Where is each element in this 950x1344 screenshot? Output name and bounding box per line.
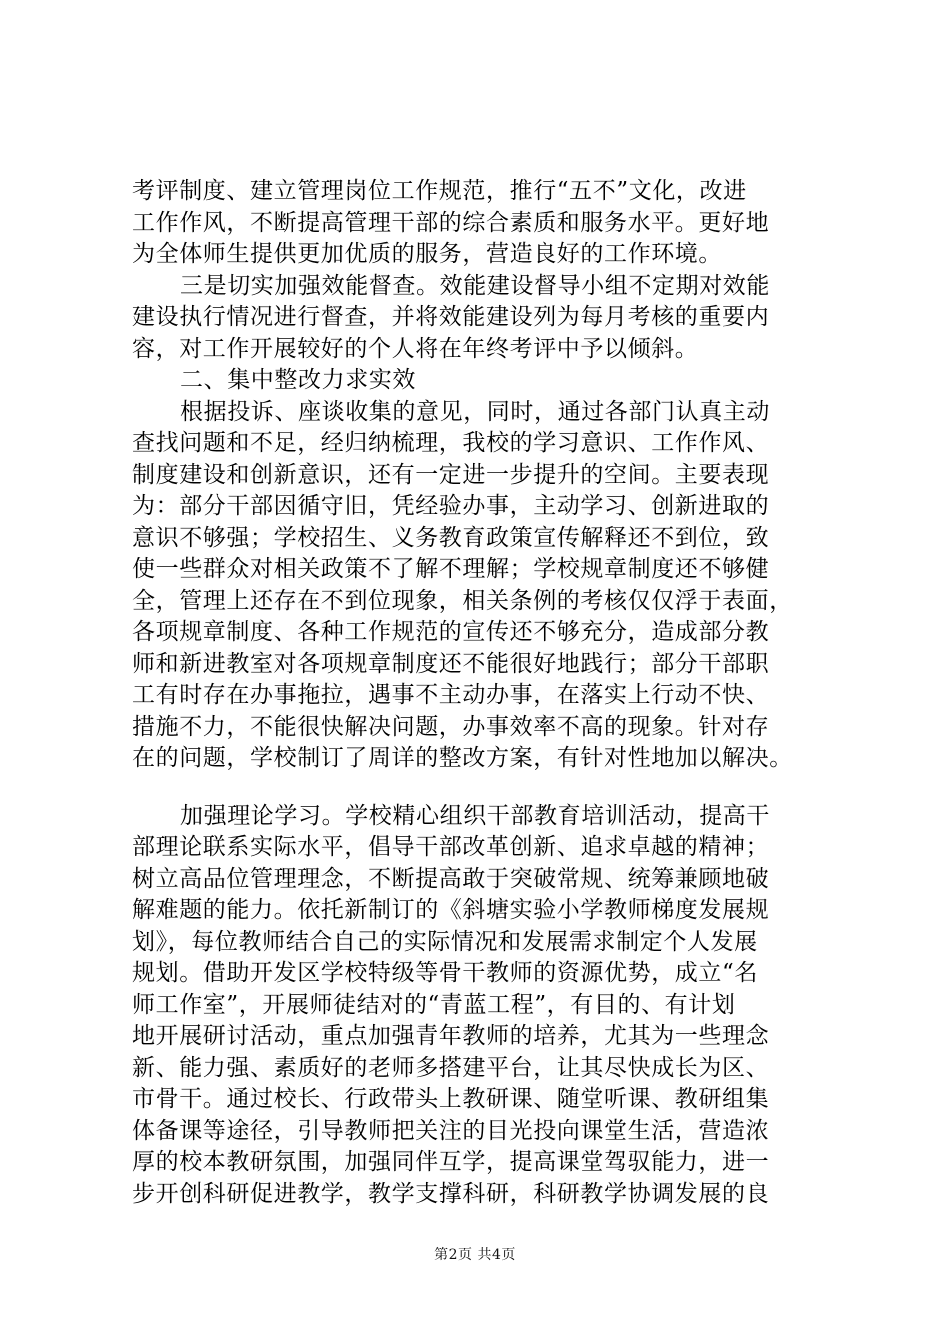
text-line: 为全体师生提供更加优质的服务，营造良好的工作环境。 bbox=[132, 241, 722, 267]
text-line: 查找问题和不足，经归纳梳理，我校的学习意识、工作作风、 bbox=[132, 430, 770, 456]
text-line: 厚的校本教研氛围，加强同伴互学，提高课堂驾驭能力，进一 bbox=[132, 1149, 770, 1175]
text-line: 制度建设和创新意识，还有一定进一步提升的空间。主要表现 bbox=[132, 461, 770, 488]
text-line: 措施不力，不能很快解决问题，办事效率不高的现象。针对存 bbox=[132, 713, 770, 740]
text-line: 为：部分干部因循守旧，凭经验办事，主动学习、创新进取的 bbox=[132, 493, 770, 519]
section-heading: 二、集中整改力求实效 bbox=[180, 367, 416, 393]
paragraph-first-line: 加强理论学习。学校精心组织干部教育培训活动，提高干 bbox=[180, 802, 770, 829]
text-line: 在的问题，学校制订了周详的整改方案，有针对性地加以解决。 bbox=[132, 745, 793, 771]
text-line: 体备课等途径，引导教师把关注的目光投向课堂生活，营造浓 bbox=[132, 1117, 770, 1144]
text-line: 师和新进教室对各项规章制度还不能很好地践行；部分干部职 bbox=[132, 650, 770, 677]
text-line: 地开展研讨活动，重点加强青年教师的培养，尤其为一些理念 bbox=[132, 1023, 770, 1049]
text-line: 解难题的能力。依托新制订的《斜塘实验小学教师梯度发展规 bbox=[132, 897, 770, 923]
text-line: 规划。借助开发区学校特级等骨干教师的资源优势，成立“名 bbox=[132, 960, 758, 986]
text-line: 树立高品位管理理念，不断提高敢于突破常规、统筹兼顾地破 bbox=[132, 865, 770, 892]
text-line: 工作作风，不断提高管理干部的综合素质和服务水平。更好地 bbox=[132, 209, 770, 236]
paragraph-gap bbox=[132, 775, 832, 801]
text-line: 建设执行情况进行督查，并将效能建设列为每月考核的重要内 bbox=[132, 304, 770, 330]
page-number-footer: 第2页 共4页 bbox=[434, 1247, 516, 1263]
text-line: 划》，每位教师结合自己的实际情况和发展需求制定个人发展 bbox=[132, 928, 758, 955]
text-line: 各项规章制度、各种工作规范的宣传还不够充分，造成部分教 bbox=[132, 619, 770, 645]
text-line: 部理论联系实际水平，倡导干部改革创新、追求卓越的精神； bbox=[132, 834, 770, 860]
paragraph-first-line: 三是切实加强效能督查。效能建设督导小组不定期对效能 bbox=[180, 272, 770, 299]
text-line: 步开创科研促进教学，教学支撑科研，科研教学协调发展的良 bbox=[132, 1180, 770, 1207]
text-line: 意识不够强；学校招生、义务教育政策宣传解释还不到位，致 bbox=[132, 524, 770, 551]
text-line: 考评制度、建立管理岗位工作规范，推行“五不”文化，改进 bbox=[132, 178, 747, 204]
paragraph-first-line: 根据投诉、座谈收集的意见，同时，通过各部门认真主动 bbox=[180, 398, 770, 425]
text-line: 师工作室”，开展师徒结对的“青蓝工程”，有目的、有计划 bbox=[132, 991, 736, 1018]
text-line: 工有时存在办事拖拉，遇事不主动办事，在落实上行动不快、 bbox=[132, 682, 770, 708]
text-line: 市骨干。通过校长、行政带头上教研课、随堂听课、教研组集 bbox=[132, 1086, 770, 1112]
document-body bbox=[132, 176, 832, 1210]
text-line: 新、能力强、素质好的老师多搭建平台，让其尽快成长为区、 bbox=[132, 1054, 770, 1081]
text-line: 容，对工作开展较好的个人将在年终考评中予以倾斜。 bbox=[132, 335, 699, 362]
text-line: 使一些群众对相关政策不了解不理解；学校规章制度还不够健 bbox=[132, 556, 770, 582]
text-line: 全，管理上还存在不到位现象，相关条例的考核仅仅浮于表面， bbox=[132, 587, 793, 614]
